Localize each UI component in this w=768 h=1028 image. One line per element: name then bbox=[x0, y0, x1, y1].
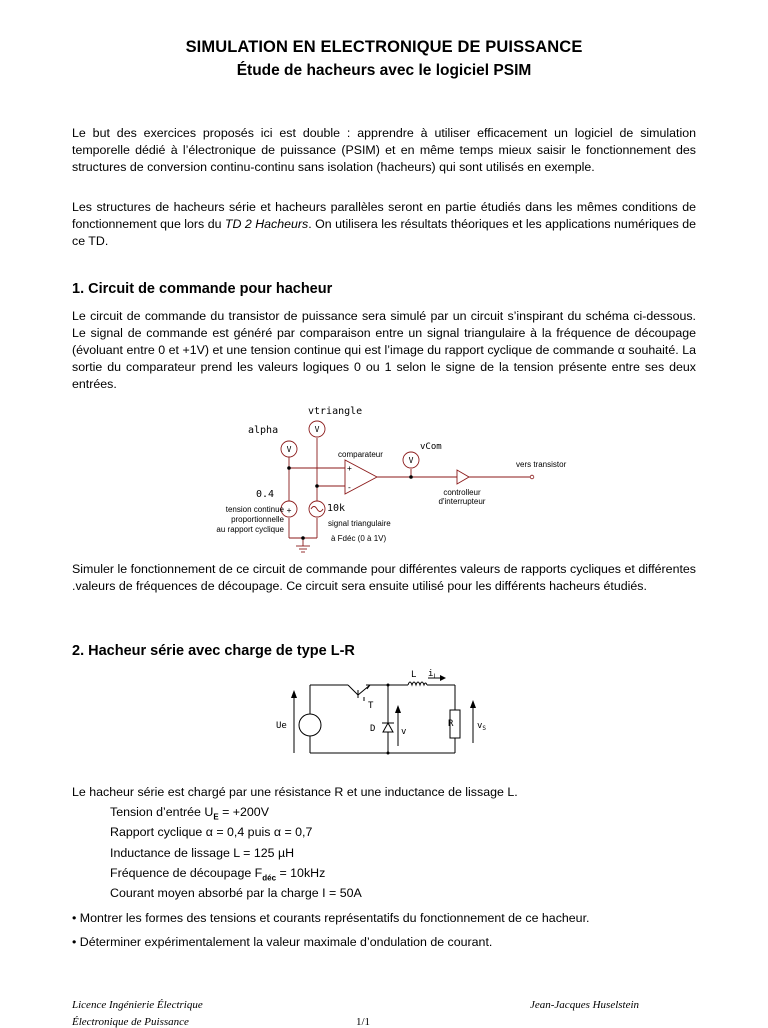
param-duty-cycle: Rapport cyclique α = 0,4 puis α = 0,7 bbox=[110, 825, 313, 839]
label-alpha: alpha bbox=[248, 425, 279, 436]
footer-left-1: Licence Ingénierie Électrique bbox=[72, 999, 203, 1011]
label-vtriangle: vtriangle bbox=[308, 406, 363, 417]
label-comparateur: comparateur bbox=[338, 450, 383, 459]
svg-text:T: T bbox=[368, 701, 374, 711]
page-number: 1/1 bbox=[356, 1016, 371, 1028]
svg-text:V: V bbox=[408, 456, 414, 465]
svg-text:D: D bbox=[370, 724, 376, 734]
footer-right-1: Jean-Jacques Huselstein bbox=[530, 999, 640, 1011]
bullet-item: • Déterminer expérimentalement la valeur maximale d’ondulation de courant. bbox=[72, 935, 493, 949]
svg-text:V: V bbox=[314, 425, 320, 434]
section-1-paragraph-2: Simuler le fonctionnement de ce circuit de commande pour différentes valeurs de rapports cycliques et différentes .valeurs de fréquences de découpage. Ce circuit sera ensuite utilisé pour les différents hacheurs étudiés. bbox=[72, 562, 696, 593]
section-1-paragraph-1: Le circuit de commande du transistor de puissance sera simulé par un circuit s’inspirant du schéma ci-dessous. Le signal de commande est généré par comparaison entre un signal triangulaire à la fréquence de découpage (évoluant entre 0 et +1V) et une tension continue qui est l’image du rapport cyclique de commande α souhaité. La sortie du comparateur prend les valeurs logiques 0 ou 1 selon le signe de la tension présente entre ses deux entrées. bbox=[72, 309, 696, 391]
svg-text:iL: $i_L$ bbox=[428, 669, 438, 680]
section-2-heading: 2. Hacheur série avec charge de type L-R bbox=[72, 643, 355, 659]
control-circuit-diagram bbox=[190, 400, 590, 555]
footer-left-2: Électronique de Puissance bbox=[72, 1016, 189, 1028]
svg-text:signal triangulaire: signal triangulaire bbox=[328, 519, 391, 528]
intro-paragraph-2: Les structures de hacheurs série et hacheurs parallèles seront en partie étudiés dans les mêmes conditions de fonctionnement que lors du TD 2 Hacheurs. On utilisera les résultats théoriques et les applications numériques de ce TD. bbox=[72, 200, 697, 248]
svg-text:L: L bbox=[411, 670, 417, 680]
svg-text:+: + bbox=[347, 464, 352, 473]
svg-text:d'interrupteur: d'interrupteur bbox=[438, 497, 486, 506]
param-frequency: Fréquence de découpage $F_{déc} = 10kHz$ bbox=[110, 866, 326, 883]
svg-text:R: R bbox=[448, 719, 454, 729]
label-10k: 10k bbox=[327, 503, 346, 514]
svg-text:controlleur: controlleur bbox=[443, 488, 481, 497]
svg-text:+: + bbox=[286, 506, 292, 515]
param-current: Courant moyen absorbé par la charge I = 50A bbox=[110, 886, 362, 900]
svg-text:au rapport cyclique: au rapport cyclique bbox=[216, 525, 284, 534]
svg-text:vS: $v_S$ bbox=[477, 721, 487, 732]
svg-text:-: - bbox=[347, 483, 352, 492]
svg-text:proportionnelle: proportionnelle bbox=[231, 515, 284, 524]
intro-paragraph-1: Le but des exercices proposés ici est double : apprendre à utiliser efficacement un logiciel de simulation temporelle dédié à l’électronique de puissance (PSIM) et en même temps mieux saisir le fonctionnement des structures de conversion continu-continu sans isolation (hacheurs) qui sont utilisés en exemple. bbox=[72, 126, 696, 174]
bullet-item: • Montrer les formes des tensions et courants représentatifs du fonctionnement de ce hacheur. bbox=[72, 911, 590, 925]
svg-text:Ue: Ue bbox=[276, 721, 287, 731]
param-input-voltage: Tension d’entrée $U_E = +200V$ bbox=[110, 805, 269, 822]
svg-text:à Fdéc (0 à 1V): à Fdéc (0 à 1V) bbox=[331, 534, 387, 543]
svg-text:tension continue: tension continue bbox=[225, 505, 284, 514]
section-2-paragraph-1: Le hacheur série est chargé par une résistance R et une inductance de lissage L. bbox=[72, 785, 518, 799]
document-title: SIMULATION EN ELECTRONIQUE DE PUISSANCE bbox=[185, 38, 583, 56]
label-vcom: vCom bbox=[420, 442, 442, 452]
label-04: 0.4 bbox=[256, 489, 275, 500]
label-vers-transistor: vers transistor bbox=[516, 460, 567, 469]
buck-converter-diagram bbox=[270, 668, 500, 768]
section-1-heading: 1. Circuit de commande pour hacheur bbox=[72, 281, 333, 297]
document-subtitle: Étude de hacheurs avec le logiciel PSIM bbox=[236, 62, 532, 79]
svg-text:v: v bbox=[401, 727, 407, 737]
param-inductance: Inductance de lissage L = 125 µH bbox=[110, 846, 295, 860]
svg-text:V: V bbox=[286, 445, 292, 454]
